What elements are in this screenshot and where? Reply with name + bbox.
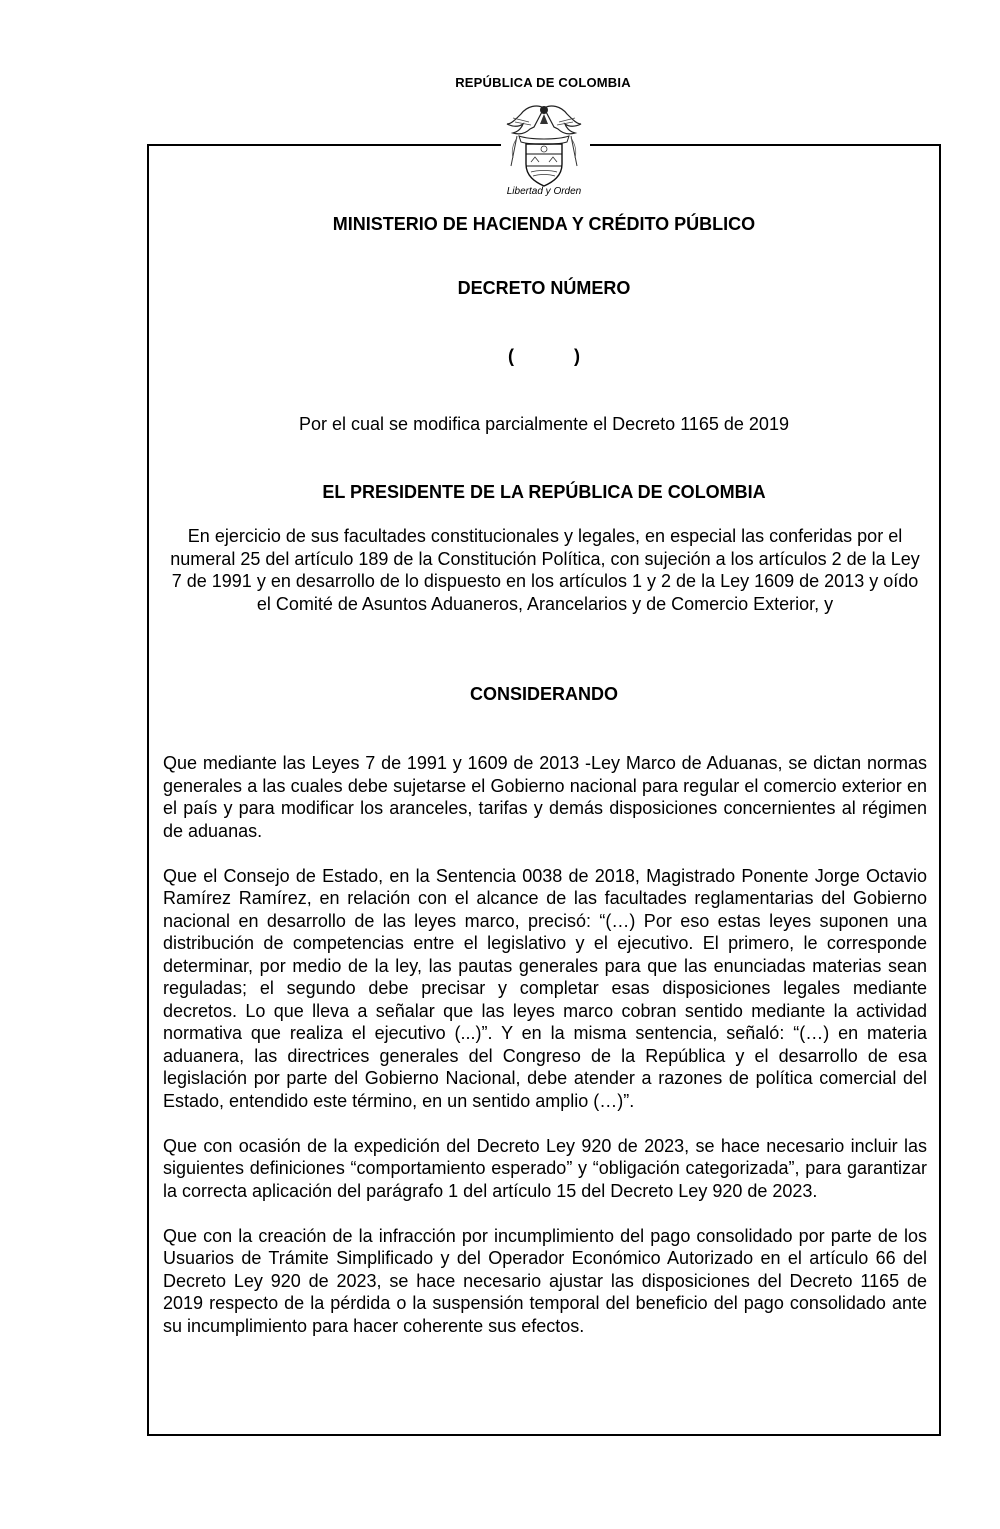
decree-subject: Por el cual se modifica parcialmente el Decreto 1165 de 2019 bbox=[299, 414, 789, 434]
consideration-paragraph: Que el Consejo de Estado, en la Sentencia 0038 de 2018, Magistrado Ponente Jorge Octavio Ramírez Ramírez, en relación con el alcance de las facultades reglamentarias del Gobierno nacional en desarrollo de las leyes marco, precisó: “(…) Por eso estas leyes suponen una distribución de competencias entre el legislativo y el ejecutivo. El primero, le corresponde determinar, por medio de la ley, las pautas generales para que las enunciadas materias sean reguladas; el segundo debe precisar y completar esas disposiciones legales mediante decretos. Lo que lleva a señalar que las leyes marco cobran sentido mediante la actividad normativa que realiza el ejecutivo (...)”. Y en la misma sentencia, señaló: “(…) en materia aduanera, las directrices generales del Congreso de la República y el desarrollo de esa legislación por parte del Gobierno Nacional, debe atender a razones de política comercial del Estado, entendido este término, en un sentido amplio (…)”. bbox=[163, 865, 927, 1111]
preamble-paragraph: En ejercicio de sus facultades constitucionales y legales, en especial las conferidas por el numeral 25 del artículo 189 de la Constitución Política, con sujeción a los artículos 2 de la Ley 7 de 1991 y en desarrollo de lo dispuesto en los artículos 1 y 2 de la Ley 1609 de 2013 y oído el Comité de Asuntos Aduaneros, Arancelarios y de Comercio Exterior, y bbox=[170, 526, 920, 614]
considerations-list bbox=[163, 752, 927, 1360]
issuer-heading: EL PRESIDENTE DE LA REPÚBLICA DE COLOMBIA bbox=[322, 482, 766, 502]
consideration-paragraph: Que con ocasión de la expedición del Decreto Ley 920 de 2023, se hace necesario incluir las siguientes definiciones “comportamiento esperado” y “obligación categorizada”, para garantizar la correcta aplicación del parágrafo 1 del artículo 15 del Decreto Ley 920 de 2023. bbox=[163, 1135, 927, 1201]
consideration-paragraph: Que con la creación de la infracción por incumplimiento del pago consolidado por parte de los Usuarios de Trámite Simplificado y del Operador Económico Autorizado en el artículo 66 del Decreto Ley 920 de 2023, se hace necesario ajustar las disposiciones del Decreto 1165 de 2019 respecto de la pérdida o la suspensión temporal del beneficio del pago consolidado ante su incumplimiento para hacer coherente sus efectos. bbox=[163, 1225, 927, 1336]
seal-motto: Libertad y Orden bbox=[506, 186, 582, 197]
frame-top-rule-left bbox=[147, 144, 501, 146]
ministry-title: MINISTERIO DE HACIENDA Y CRÉDITO PÚBLICO bbox=[332, 214, 756, 234]
consideration-paragraph: Que mediante las Leyes 7 de 1991 y 1609 de 2013 -Ley Marco de Aduanas, se dictan normas generales a las cuales debe sujetarse el Gobierno nacional para regular el comercio exterior en el país y para modificar los aranceles, tarifas y demás disposiciones concernientes al régimen de aduanas. bbox=[163, 753, 927, 841]
considering-heading: CONSIDERANDO bbox=[469, 684, 618, 704]
decree-date-placeholder: ( ) bbox=[508, 346, 580, 366]
frame-top-rule-right bbox=[590, 144, 941, 146]
decree-number-label: DECRETO NÚMERO bbox=[457, 278, 631, 298]
country-heading: REPÚBLICA DE COLOMBIA bbox=[455, 75, 631, 90]
